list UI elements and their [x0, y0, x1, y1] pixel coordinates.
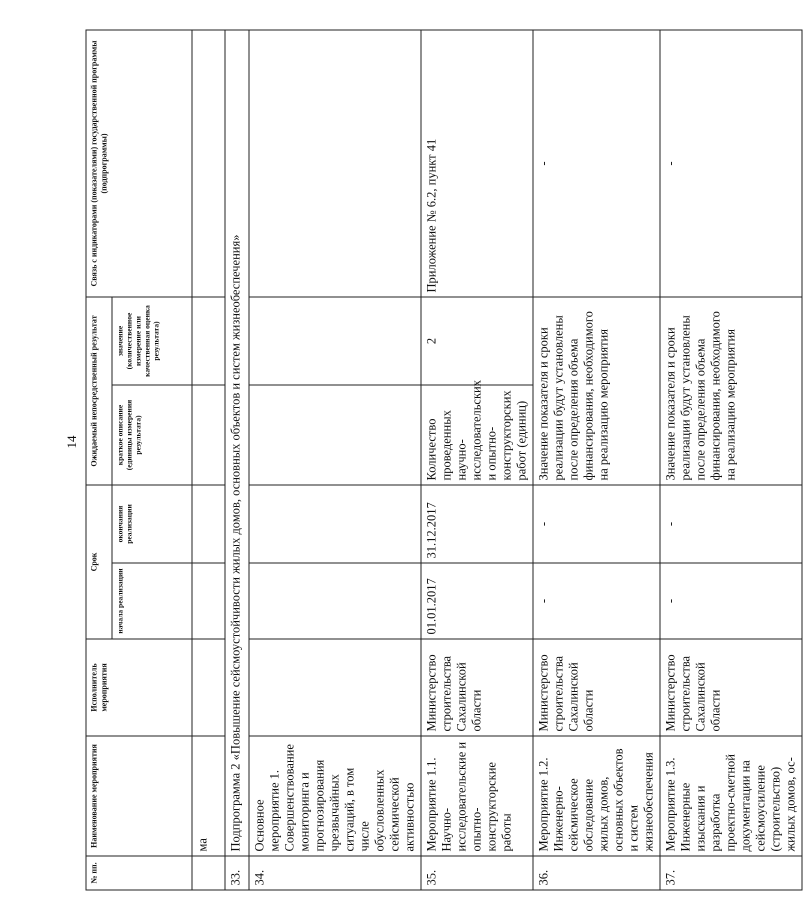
cell-link: - [533, 30, 660, 297]
header-result-value: значение (количественное измерение или качественная оценка результата) [112, 297, 192, 385]
table-frame [86, 30, 798, 890]
cell-result-value: 2 [421, 297, 533, 385]
cell-num [192, 856, 225, 890]
cell-num: 37. [660, 856, 802, 890]
header-term: Срок [86, 485, 112, 639]
cell-result-desc: Количество проведенных научно-исследовательских и опытно-конструкторских работ (единиц) [421, 385, 533, 485]
cell-start: - [533, 563, 660, 639]
subprogram-row [225, 30, 249, 890]
cell-num: 35. [421, 856, 533, 890]
cell-start [249, 563, 421, 639]
table-row [660, 30, 802, 890]
cell-end [249, 485, 421, 563]
header-term-start: начала реализации [112, 563, 192, 639]
cell-name: Мероприятие 1.2. Инженерно-сейсмическое обследование жилых домов, основных объектов и систем жизнеобеспечения [533, 736, 660, 856]
header-name: Наименование мероприятия [86, 736, 192, 856]
cell-end: 31.12.2017 [421, 485, 533, 563]
cell-link: - [660, 30, 802, 297]
cell-name: ма [192, 736, 225, 856]
table-row [249, 30, 421, 890]
cell-executor [249, 639, 421, 736]
cell-result-value [249, 297, 421, 385]
table-row [421, 30, 533, 890]
cell-start: 01.01.2017 [421, 563, 533, 639]
cell-result-desc [249, 385, 421, 485]
header-num: № пп. [86, 856, 192, 890]
table-row [192, 30, 225, 890]
cell-link [249, 30, 421, 297]
table-row [533, 30, 660, 890]
cell-end: - [533, 485, 660, 563]
cell-result-merged: Значение показателя и сроки реализации будут установлены после определения объема финансирования, необходимого на реализацию мероприятия [533, 297, 660, 485]
cell-name: Мероприятие 1.3. Инженерные изыскания и разработка проектно-сметной документации на сейсмоусиление (строительство) жилых домов, ос- [660, 736, 802, 856]
page-number: 14 [64, 435, 79, 449]
cell-name: Мероприятие 1.1. Научно-исследовательские и опытно-конструкторские работы [421, 736, 533, 856]
cell-num: 36. [533, 856, 660, 890]
header-term-end: окончания реализации [112, 485, 192, 563]
cell-end: - [660, 485, 802, 563]
cell-executor: Министерство строительства Сахалинской области [533, 639, 660, 736]
cell-num: 33. [225, 856, 249, 890]
header-link: Связь с индикаторами (показателями) государственной программы (подпрограммы) [86, 30, 192, 297]
activities-table [86, 29, 803, 890]
header-result: Ожидаемый непосредственный результат [86, 297, 112, 485]
cell-start: - [660, 563, 802, 639]
cell-name: Основное мероприятие 1. Совершенствование мониторинга и прогнозирования чрезвычайных ситуаций, в том числе обусловленных сейсмической активностью [249, 736, 421, 856]
cell-result-merged: Значение показателя и сроки реализации будут установлены после определения объема финансирования, необходимого на реализацию мероприятия [660, 297, 802, 485]
cell-link: Приложение № 6.2, пункт 41 [421, 30, 533, 297]
header-executor: Исполнитель мероприятия [86, 639, 192, 736]
cell-num: 34. [249, 856, 421, 890]
header-result-desc: краткое описание (единицы измерения результата) [112, 385, 192, 485]
cell-executor: Министерство строительства Сахалинской области [421, 639, 533, 736]
cell-executor: Министерство строительства Сахалинской области [660, 639, 802, 736]
subprogram-title: Подпрограмма 2 «Повышение сейсмоустойчивости жилых домов, основных объектов и систем жизнеобеспечения» [225, 30, 249, 856]
